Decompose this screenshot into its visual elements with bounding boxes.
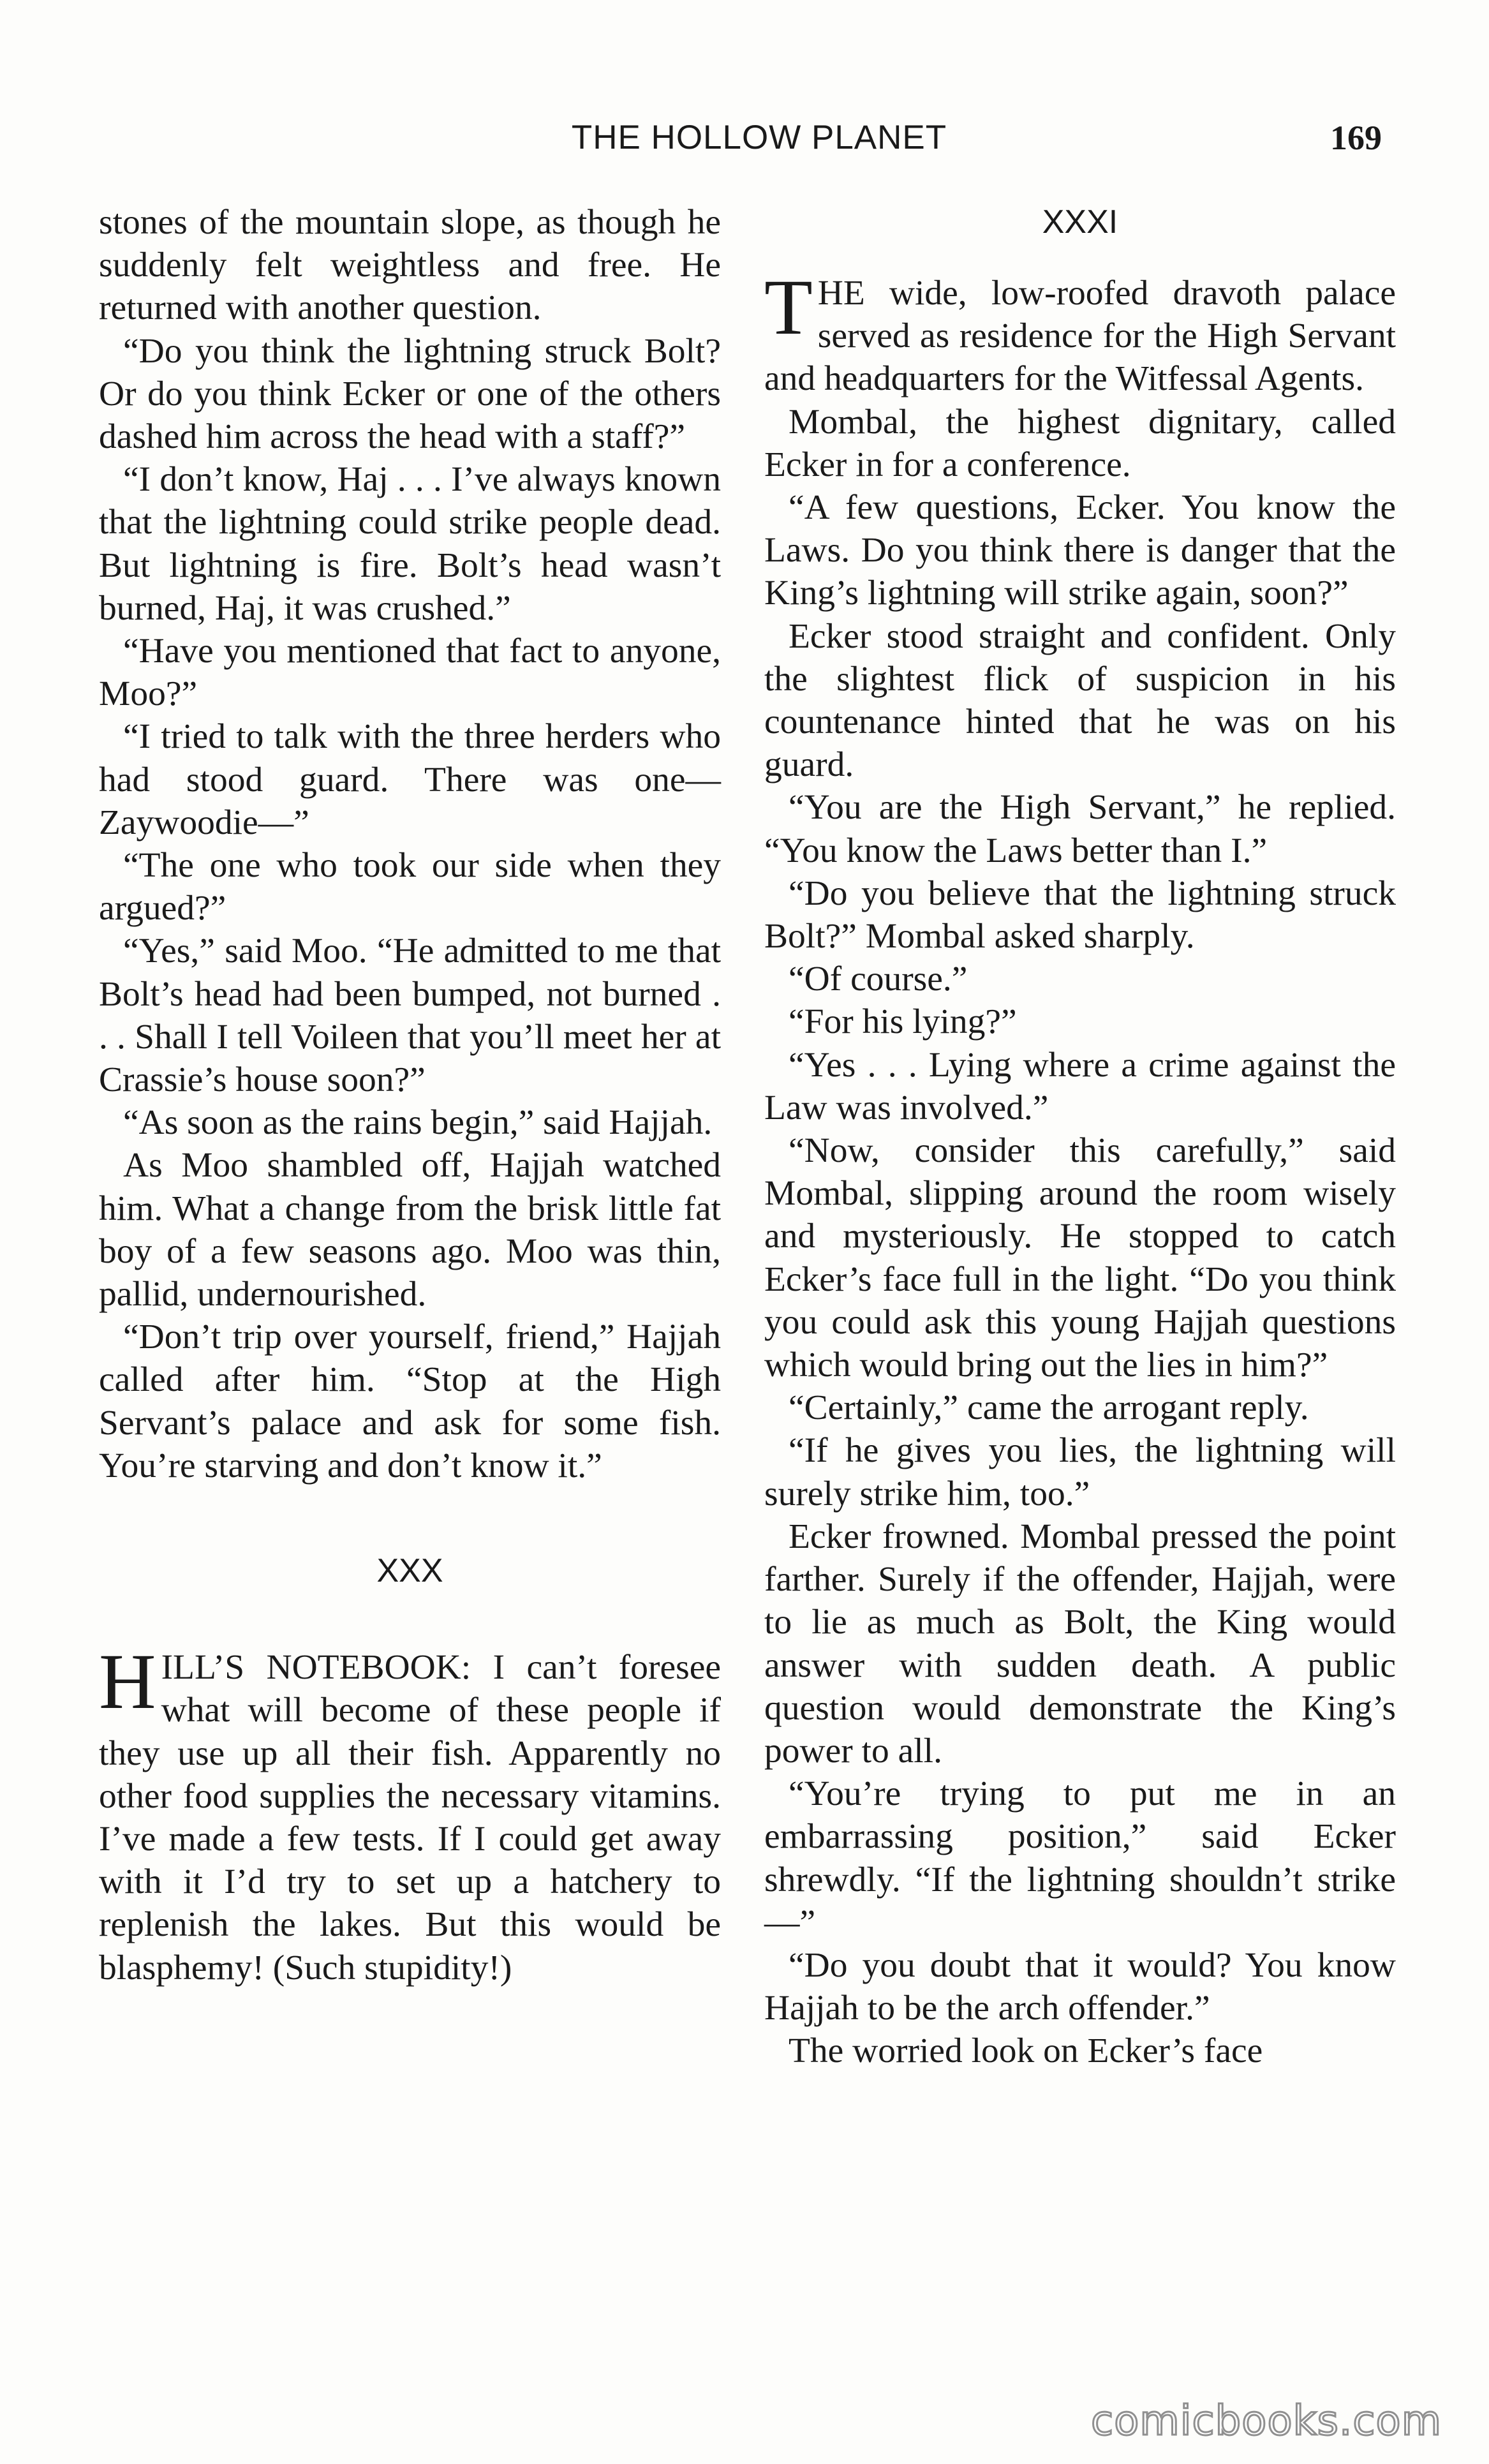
watermark: comicbooks.com (1091, 2398, 1442, 2445)
drop-cap: H (99, 1638, 156, 1726)
paragraph: “Don’t trip over yourself, friend,” Hajjah called after him. “Stop at the High Servant’s palace and ask for some fish. You’re starving and don’t know it.” (99, 1317, 721, 1485)
chapter-opening-text: ILL’S NOTEBOOK: I can’t foresee what will become of these people if they use up all their fish. Apparently no other food supplies the necessary vitamins. I’ve made a few tests. If I could get away with it I’d try to set up a hatchery to replenish the lakes. But this would be blasphemy! (Such stupidity!) (99, 1648, 721, 1987)
paragraph: The worried look on Ecker’s face (789, 2031, 1263, 2071)
paragraph: “Yes,” said Moo. “He admitted to me that Bolt’s head had been bumped, not burned . . . Shall I tell Voileen that you’ll meet her at Crassie’s house soon?” (99, 931, 721, 1100)
paragraph: “The one who took our side when they argued?” (99, 846, 721, 928)
paragraph: “Have you mentioned that fact to anyone, Moo?” (99, 632, 721, 714)
paragraph: Ecker frowned. Mombal pressed the point farther. Surely if the offender, Hajjah, were to lie as much as Bolt, the King would answer with sudden death. A public question would demonstrate the King’s power to all. (764, 1517, 1396, 1770)
paragraph: “You’re trying to put me in an embarrassing position,” said Ecker shrewdly. “If the lightning shouldn’t strike—” (764, 1774, 1396, 1942)
paragraph: “Certainly,” came the arrogant reply. (789, 1388, 1309, 1428)
chapter-opening-text: HE wide, low-roofed dravoth palace served as residence for the High Servant and headquarters for the Witfessal Agents. (764, 274, 1396, 399)
chapter-heading-xxx: XXX (376, 1552, 443, 1590)
paragraph: “I tried to talk with the three herders who had stood guard. There was one—Zaywoodie—” (99, 717, 721, 842)
left-column (99, 201, 721, 1989)
chapter-heading-xxxi: XXXI (1042, 204, 1118, 241)
chapter-opening-paragraph (99, 1638, 721, 1989)
paragraph: “Do you believe that the lightning struck Bolt?” Mombal asked sharply. (764, 873, 1396, 956)
chapter-opening-paragraph (764, 263, 1396, 401)
paragraph: “For his lying?” (789, 1002, 1017, 1042)
drop-cap: T (764, 263, 813, 351)
paragraph: “Now, consider this carefully,” said Mombal, slipping around the room wisely and mysteriously. He stopped to catch Ecker’s face full in the light. “Do you think you could ask this young Hajjah questions which would bring out the lies in him?” (764, 1131, 1396, 1385)
paragraph: “As soon as the rains begin,” said Hajjah. (123, 1103, 713, 1143)
paragraph: “You are the High Servant,” he replied. “You know the Laws better than I.” (764, 788, 1396, 870)
paragraph: As Moo shambled off, Hajjah watched him. What a change from the brisk little fat boy of a few seasons ago. Moo was thin, pallid, undernourished. (99, 1146, 721, 1314)
paragraph: “I don’t know, Haj . . . I’ve always known that the lightning could strike people dead. But lightning is fire. Bolt’s head wasn’t burned, Haj, it was crushed.” (99, 460, 721, 628)
paragraph: stones of the mountain slope, as though he suddenly felt weightless and free. He returned with another question. (99, 203, 721, 328)
paragraph: “Of course.” (789, 960, 968, 999)
paragraph: “Do you doubt that it would? You know Hajjah to be the arch offender.” (764, 1945, 1396, 2028)
paragraph: “If he gives you lies, the lightning will surely strike him, too.” (764, 1431, 1396, 1513)
paragraph: Mombal, the highest dignitary, called Ecker in for a conference. (764, 402, 1396, 484)
paragraph: “Do you think the lightning struck Bolt? Or do you think Ecker or one of the others dashed him across the head with a staff?” (99, 331, 721, 457)
right-column (764, 201, 1396, 2073)
paragraph: “Yes . . . Lying where a crime against the Law was involved.” (764, 1045, 1396, 1127)
running-head: THE HOLLOW PLANET (571, 119, 947, 156)
paragraph: “A few questions, Ecker. You know the Laws. Do you think there is danger that the King’s lightning will strike again, soon?” (764, 488, 1396, 613)
page-number: 169 (1330, 119, 1382, 157)
paragraph: Ecker stood straight and confident. Only the slightest flick of suspicion in his countenance hinted that he was on his guard. (764, 616, 1396, 785)
page-header (0, 118, 1489, 163)
